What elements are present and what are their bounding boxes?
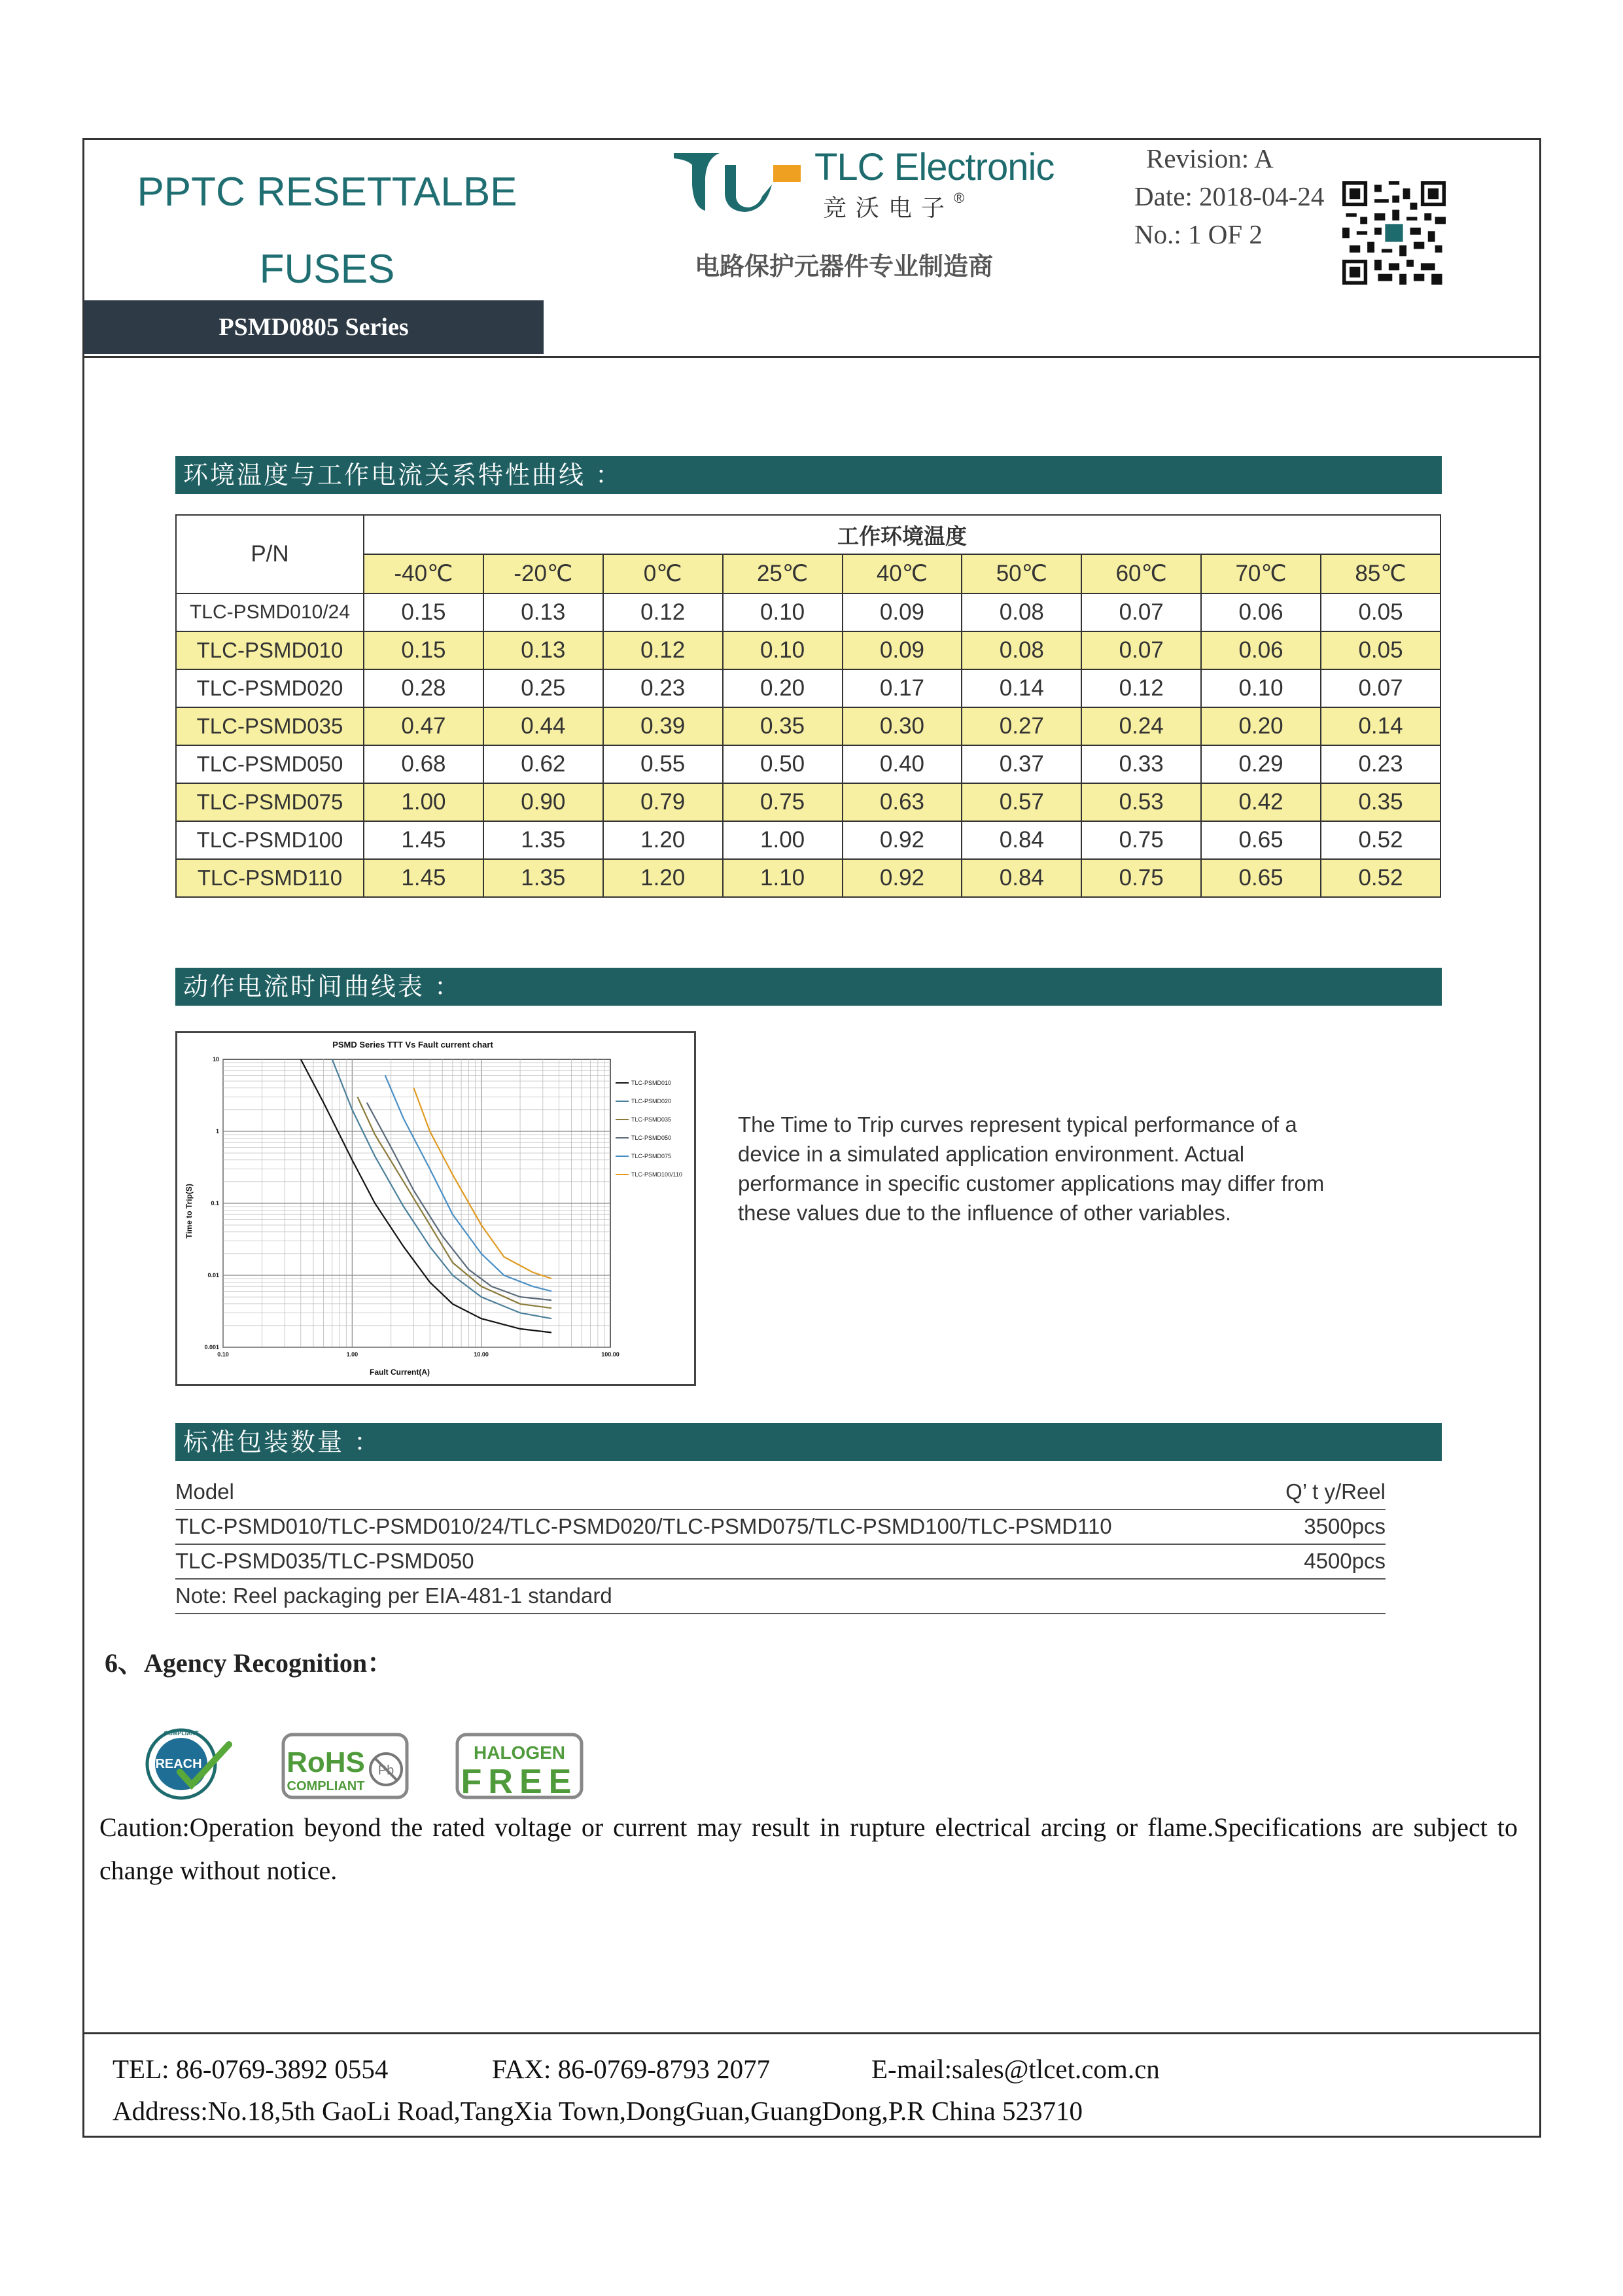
- hold-current-value: 0.05: [1321, 631, 1440, 669]
- part-number: TLC-PSMD050: [176, 745, 364, 783]
- temperature-header-row: [176, 554, 1440, 593]
- hold-current-value: 0.20: [1201, 707, 1321, 745]
- legend-label: TLC-PSMD020: [631, 1098, 672, 1104]
- hold-current-value: 0.07: [1081, 593, 1201, 631]
- hold-current-value: 0.65: [1201, 859, 1321, 897]
- agency-heading: 6、Agency Recognition：: [105, 1648, 394, 1678]
- temp-col-header: -40℃: [364, 554, 483, 593]
- hold-current-value: 0.24: [1081, 707, 1201, 745]
- section-packing-title: 标准包装数量 ：: [175, 1423, 1442, 1461]
- halogen-free-logo-icon: [455, 1733, 584, 1799]
- hold-current-value: 1.00: [364, 783, 483, 821]
- hold-current-value: 0.09: [843, 631, 962, 669]
- part-number: TLC-PSMD075: [176, 783, 364, 821]
- reach-logo-icon: [141, 1725, 232, 1803]
- halogen-text: HALOGEN: [474, 1742, 565, 1763]
- y-tick-label: 0.01: [207, 1272, 219, 1279]
- hold-current-value: 0.10: [1201, 669, 1321, 707]
- derating-row: [176, 669, 1440, 707]
- product-title-line2: FUSES: [259, 247, 395, 292]
- hold-current-value: 0.12: [603, 631, 723, 669]
- legend-label: TLC-PSMD050: [631, 1135, 672, 1141]
- rohs-text: RoHS: [287, 1746, 365, 1778]
- chart-xlabel: Fault Current(A): [370, 1368, 430, 1377]
- hold-current-value: 0.08: [962, 593, 1081, 631]
- hold-current-value: 0.53: [1081, 783, 1201, 821]
- hold-current-value: 0.14: [962, 669, 1081, 707]
- hold-current-value: 0.13: [483, 631, 603, 669]
- issue-date: Date: 2018-04-24: [1134, 181, 1325, 211]
- legend-label: TLC-PSMD075: [631, 1153, 672, 1159]
- hold-current-value: 0.28: [364, 669, 483, 707]
- footer-address: Address:No.18,5th GaoLi Road,TangXia Town,DongGuan,GuangDong,P.R China 523710: [113, 2096, 1083, 2126]
- temp-col-header: 40℃: [843, 554, 962, 593]
- derating-row: [176, 821, 1440, 859]
- legend-label: TLC-PSMD010: [631, 1080, 672, 1086]
- x-tick-label: 1.00: [346, 1351, 358, 1358]
- product-title-line1: PPTC RESETTALBE: [137, 169, 517, 215]
- part-number: TLC-PSMD010: [176, 631, 364, 669]
- part-number: TLC-PSMD010/24: [176, 593, 364, 631]
- logo-chinese-name: 竞沃电子®: [823, 190, 965, 221]
- hold-current-value: 0.08: [962, 631, 1081, 669]
- packing-row: [175, 1510, 1386, 1544]
- derating-row: [176, 859, 1440, 897]
- hold-current-value: 0.07: [1081, 631, 1201, 669]
- reach-ring-text: COMPLIANT: [164, 1730, 199, 1737]
- hold-current-value: 0.35: [1321, 783, 1440, 821]
- hold-current-value: 1.45: [364, 821, 483, 859]
- hold-current-value: 1.00: [723, 821, 843, 859]
- chart-title: PSMD Series TTT Vs Fault current chart: [332, 1040, 493, 1050]
- revision: Revision: A: [1146, 143, 1274, 173]
- derating-row: [176, 593, 1440, 631]
- hold-current-value: 1.20: [603, 821, 723, 859]
- derating-row: [176, 707, 1440, 745]
- hold-current-value: 0.15: [364, 631, 483, 669]
- rohs-logo-icon: [281, 1733, 409, 1799]
- hold-current-value: 0.10: [723, 593, 843, 631]
- pb-text: Pb: [377, 1763, 394, 1778]
- tlc-logo-icon: [667, 145, 811, 217]
- hold-current-value: 0.13: [483, 593, 603, 631]
- hold-current-value: 0.84: [962, 859, 1081, 897]
- legend-label: TLC-PSMD100/110: [631, 1171, 682, 1178]
- temp-col-header: 25℃: [723, 554, 843, 593]
- hold-current-value: 0.15: [364, 593, 483, 631]
- hold-current-value: 0.52: [1321, 821, 1440, 859]
- footer-tel: TEL: 86-0769-3892 0554: [113, 2054, 389, 2084]
- footer-divider: [82, 2032, 1541, 2034]
- derating-row: [176, 631, 1440, 669]
- hold-current-value: 0.92: [843, 821, 962, 859]
- packing-note: Note: Reel packaging per EIA-481-1 standard: [175, 1583, 612, 1608]
- x-tick-label: 10.00: [474, 1351, 489, 1358]
- packing-qty: 3500pcs: [1304, 1514, 1386, 1538]
- part-number: TLC-PSMD100: [176, 821, 364, 859]
- hold-current-value: 0.90: [483, 783, 603, 821]
- part-number: TLC-PSMD020: [176, 669, 364, 707]
- ttt-chart-svg: [177, 1033, 694, 1384]
- reach-text: REACH: [155, 1757, 202, 1771]
- y-tick-label: 10: [212, 1056, 219, 1063]
- y-tick-label: 0.1: [211, 1200, 219, 1207]
- hold-current-value: 0.92: [843, 859, 962, 897]
- hold-current-value: 0.29: [1201, 745, 1321, 783]
- derating-table: [175, 514, 1441, 898]
- hold-current-value: 0.65: [1201, 821, 1321, 859]
- temp-col-header: -20℃: [483, 554, 603, 593]
- hold-current-value: 0.42: [1201, 783, 1321, 821]
- caution-text: Caution:Operation beyond the rated voltage or current may result in rupture electrical arcing or flame.Specifications are subject to change without notice.: [99, 1812, 1518, 1885]
- hold-current-value: 0.23: [603, 669, 723, 707]
- logo-brand: TLC Electronic: [814, 146, 1055, 188]
- hold-current-value: 0.50: [723, 745, 843, 783]
- hold-current-value: 0.06: [1201, 631, 1321, 669]
- hold-current-value: 0.75: [1081, 859, 1201, 897]
- temp-col-header: 60℃: [1081, 554, 1201, 593]
- derating-row: [176, 783, 1440, 821]
- hold-current-value: 0.14: [1321, 707, 1440, 745]
- hold-current-value: 0.44: [483, 707, 603, 745]
- series-label: PSMD0805 Series: [84, 300, 544, 354]
- hold-current-value: 0.09: [843, 593, 962, 631]
- hold-current-value: 0.12: [1081, 669, 1201, 707]
- hold-current-value: 0.39: [603, 707, 723, 745]
- hold-current-value: 0.20: [723, 669, 843, 707]
- hold-current-value: 0.33: [1081, 745, 1201, 783]
- hold-current-value: 1.45: [364, 859, 483, 897]
- ttt-description: The Time to Trip curves represent typical performance of a device in a simulated application environment. Actual performance in specific customer applications may differ from these values due to the influence of other variables.: [738, 1112, 1325, 1225]
- ambient-temp-header: 工作环境温度: [364, 515, 1440, 554]
- hold-current-value: 0.37: [962, 745, 1081, 783]
- hold-current-value: 0.84: [962, 821, 1081, 859]
- chart-ylabel: Time to Trip(S): [184, 1184, 194, 1239]
- hold-current-value: 0.05: [1321, 593, 1440, 631]
- hold-current-value: 0.17: [843, 669, 962, 707]
- hold-current-value: 1.35: [483, 821, 603, 859]
- qr-code-icon: [1342, 181, 1446, 285]
- temp-col-header: 0℃: [603, 554, 723, 593]
- footer-fax: FAX: 86-0769-8793 2077: [492, 2054, 771, 2084]
- footer-email: E-mail:sales@tlcet.com.cn: [871, 2054, 1160, 2084]
- part-number: TLC-PSMD110: [176, 859, 364, 897]
- x-tick-label: 0.10: [217, 1351, 229, 1358]
- temp-col-header: 50℃: [962, 554, 1081, 593]
- hold-current-value: 0.79: [603, 783, 723, 821]
- packing-divider: [175, 1613, 1386, 1614]
- hold-current-value: 1.10: [723, 859, 843, 897]
- hold-current-value: 1.20: [603, 859, 723, 897]
- packing-row: [175, 1544, 1386, 1578]
- hold-current-value: 0.62: [483, 745, 603, 783]
- ttt-chart: [175, 1031, 696, 1386]
- hold-current-value: 0.23: [1321, 745, 1440, 783]
- hold-current-value: 0.30: [843, 707, 962, 745]
- free-text: FREE: [461, 1763, 578, 1799]
- hold-current-value: 0.35: [723, 707, 843, 745]
- hold-current-value: 0.75: [1081, 821, 1201, 859]
- slogan: 电路保护元器件专业制造商: [695, 253, 994, 281]
- temp-col-header: 70℃: [1201, 554, 1321, 593]
- rohs-compliant-text: COMPLIANT: [287, 1779, 365, 1793]
- hold-current-value: 0.40: [843, 745, 962, 783]
- hold-current-value: 0.12: [603, 593, 723, 631]
- hold-current-value: 0.47: [364, 707, 483, 745]
- hold-current-value: 0.68: [364, 745, 483, 783]
- x-tick-label: 100.00: [601, 1351, 620, 1358]
- section-derating-title: 环境温度与工作电流关系特性曲线 ：: [175, 456, 1442, 494]
- hold-current-value: 0.25: [483, 669, 603, 707]
- section-ttt-title: 动作电流时间曲线表 ：: [175, 968, 1442, 1006]
- y-tick-label: 0.001: [204, 1344, 219, 1351]
- hold-current-value: 0.07: [1321, 669, 1440, 707]
- packing-model: TLC-PSMD035/TLC-PSMD050: [175, 1549, 474, 1573]
- part-number: TLC-PSMD035: [176, 707, 364, 745]
- hold-current-value: 0.63: [843, 783, 962, 821]
- hold-current-value: 0.27: [962, 707, 1081, 745]
- derating-row: [176, 745, 1440, 783]
- packing-header-row: [175, 1475, 1386, 1509]
- y-tick-label: 1: [215, 1128, 219, 1135]
- hold-current-value: 0.06: [1201, 593, 1321, 631]
- pn-header: P/N: [176, 515, 364, 593]
- temp-col-header: 85℃: [1321, 554, 1440, 593]
- hold-current-value: 0.75: [723, 783, 843, 821]
- packing-col-qty: Q’ t y/Reel: [1285, 1479, 1386, 1504]
- packing-model: TLC-PSMD010/TLC-PSMD010/24/TLC-PSMD020/TLC-PSMD075/TLC-PSMD100/TLC-PSMD110: [175, 1514, 1112, 1538]
- hold-current-value: 0.57: [962, 783, 1081, 821]
- hold-current-value: 1.35: [483, 859, 603, 897]
- packing-qty: 4500pcs: [1304, 1549, 1386, 1573]
- legend-label: TLC-PSMD035: [631, 1116, 672, 1123]
- hold-current-value: 0.10: [723, 631, 843, 669]
- hold-current-value: 0.55: [603, 745, 723, 783]
- header-divider: [82, 356, 1541, 358]
- packing-col-model: Model: [175, 1479, 234, 1504]
- hold-current-value: 0.52: [1321, 859, 1440, 897]
- page-number: No.: 1 OF 2: [1134, 219, 1263, 249]
